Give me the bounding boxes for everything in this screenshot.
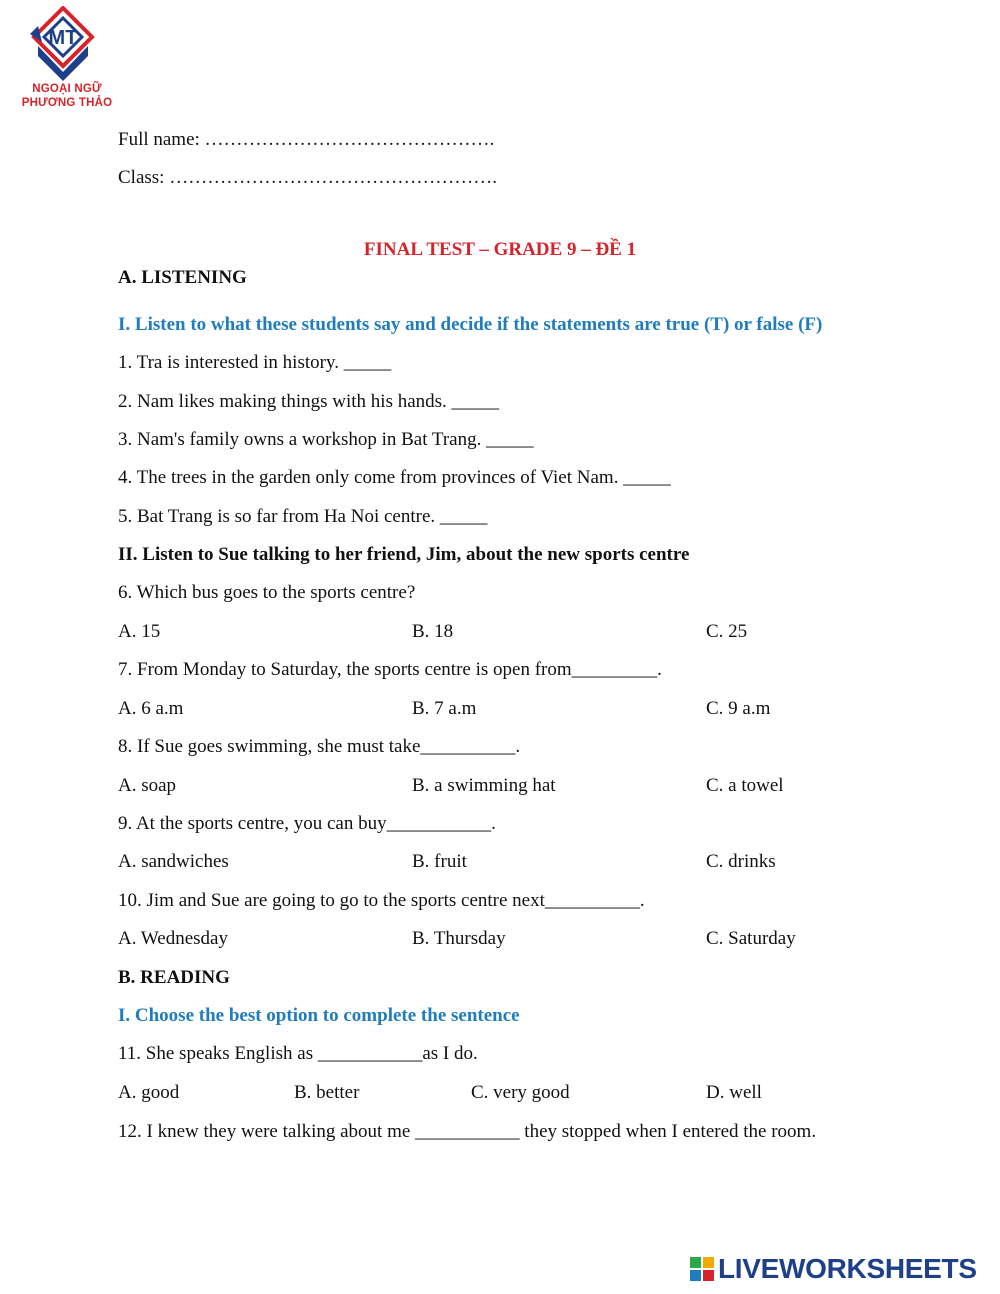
question-12: 12. I knew they were talking about me ___________ they stopped when I entered the room.: [118, 1121, 817, 1142]
logo-monogram: MT: [48, 27, 78, 49]
tf-item-1: 1. Tra is interested in history. _____: [118, 352, 392, 373]
question-10: 10. Jim and Sue are going to go to the sports centre next__________.: [118, 890, 645, 911]
q10-option-c: C. Saturday: [706, 928, 796, 949]
q9-option-c: C. drinks: [706, 851, 776, 872]
tf-item-3: 3. Nam's family owns a workshop in Bat Trang. _____: [118, 429, 534, 450]
q10-option-a: A. Wednesday: [118, 928, 228, 949]
liveworksheets-wordmark: LIVEWORKSHEETS: [718, 1253, 977, 1284]
part-1-instruction: I. Listen to what these students say and decide if the statements are true (T) or false (F): [118, 314, 823, 335]
q7-option-a: A. 6 a.m: [118, 698, 184, 719]
q6-option-a: A. 15: [118, 621, 161, 642]
logo-emblem-icon: [28, 6, 98, 82]
q8-option-a: A. soap: [118, 775, 177, 796]
q9-option-b: B. fruit: [412, 851, 467, 872]
q11-option-b: B. better: [294, 1082, 360, 1103]
section-b-heading: B. READING: [118, 967, 230, 988]
q8-option-b: B. a swimming hat: [412, 775, 556, 796]
q7-option-b: B. 7 a.m: [412, 698, 477, 719]
q10-option-b: B. Thursday: [412, 928, 506, 949]
tf-item-2: 2. Nam likes making things with his hands. _____: [118, 391, 500, 412]
q7-option-c: C. 9 a.m: [706, 698, 771, 719]
tf-item-5: 5. Bat Trang is so far from Ha Noi centre. _____: [118, 506, 488, 527]
q11-option-a: A. good: [118, 1082, 180, 1103]
section-a-heading: A. LISTENING: [118, 267, 247, 288]
q6-option-b: B. 18: [412, 621, 454, 642]
part-2-instruction: II. Listen to Sue talking to her friend, Jim, about the new sports centre: [118, 544, 690, 565]
logo-line-1: NGOẠI NGỮ: [32, 83, 102, 95]
logo-line-2: PHƯƠNG THẢO: [21, 97, 113, 109]
q11-option-d: D. well: [706, 1082, 762, 1103]
question-6: 6. Which bus goes to the sports centre?: [118, 582, 416, 603]
liveworksheets-brand: [690, 1252, 990, 1286]
liveworksheets-logo-icon: [690, 1257, 714, 1281]
page-title: FINAL TEST – GRADE 9 – ĐỀ 1: [363, 239, 637, 260]
tf-item-4: 4. The trees in the garden only come from provinces of Viet Nam. _____: [118, 467, 671, 488]
reading-part-1-instruction: I. Choose the best option to complete the sentence: [118, 1005, 520, 1026]
question-8: 8. If Sue goes swimming, she must take__________.: [118, 736, 521, 757]
logo: [8, 6, 118, 114]
class-field: Class: …………………………………………….: [118, 167, 497, 188]
question-11: 11. She speaks English as ___________as I do.: [118, 1043, 478, 1064]
q11-option-c: C. very good: [471, 1082, 570, 1103]
question-7: 7. From Monday to Saturday, the sports centre is open from_________.: [118, 659, 662, 680]
full-name-field: Full name: ……………………………………….: [118, 129, 495, 150]
question-9: 9. At the sports centre, you can buy___________.: [118, 813, 496, 834]
q6-option-c: C. 25: [706, 621, 748, 642]
q9-option-a: A. sandwiches: [118, 851, 229, 872]
q8-option-c: C. a towel: [706, 775, 784, 796]
